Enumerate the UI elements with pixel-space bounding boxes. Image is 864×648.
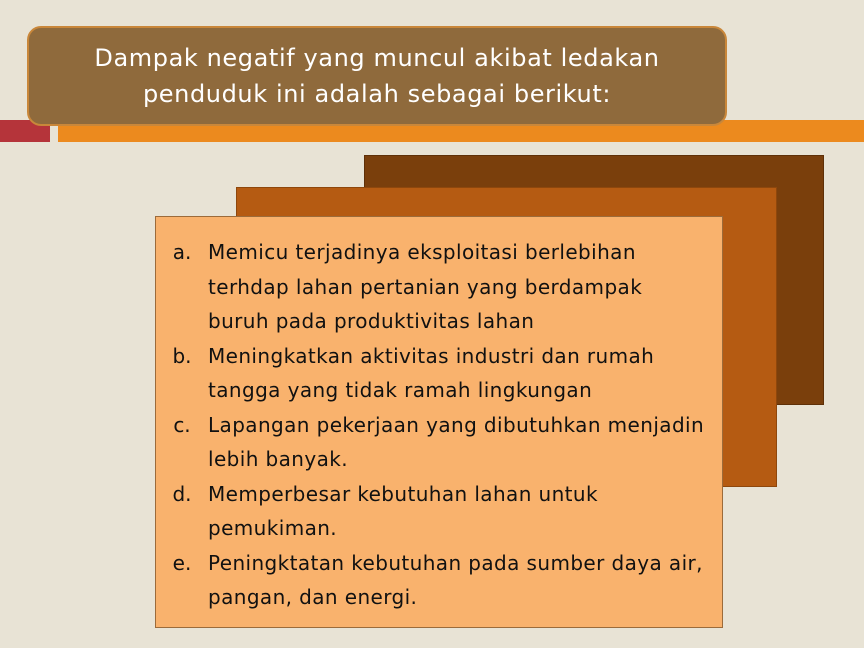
list-item [156,408,724,477]
list-marker: b. [172,343,192,368]
list-item [156,339,724,408]
list-item-text: Lapangan pekerjaan yang dibutuhkan menjadin lebih banyak. [208,412,705,471]
list-item-text: Meningkatkan aktivitas industri dan rumah tangga yang tidak ramah lingkungan [208,343,655,402]
title-box [27,26,727,126]
impact-list [156,235,724,615]
list-marker: d. [172,481,192,506]
list-marker: c. [173,412,191,437]
slide-title: Dampak negatif yang muncul akibat ledakan penduduk ini adalah sebagai berikut: [94,44,660,108]
list-item-text: Peningktatan kebutuhan pada sumber daya air, pangan, dan energi. [208,550,703,609]
list-item [156,235,724,339]
content-card [155,216,723,628]
list-marker: a. [172,240,192,264]
list-marker: e. [172,550,192,575]
list-item-text: Memperbesar kebutuhan lahan untuk pemukiman. [208,481,598,540]
list-item [156,477,724,546]
list-item [156,546,724,615]
list-item-text: Memicu terjadinya eksploitasi berlebihan terhdap lahan pertanian yang berdampak buruh pada produktivitas lahan [208,240,643,333]
